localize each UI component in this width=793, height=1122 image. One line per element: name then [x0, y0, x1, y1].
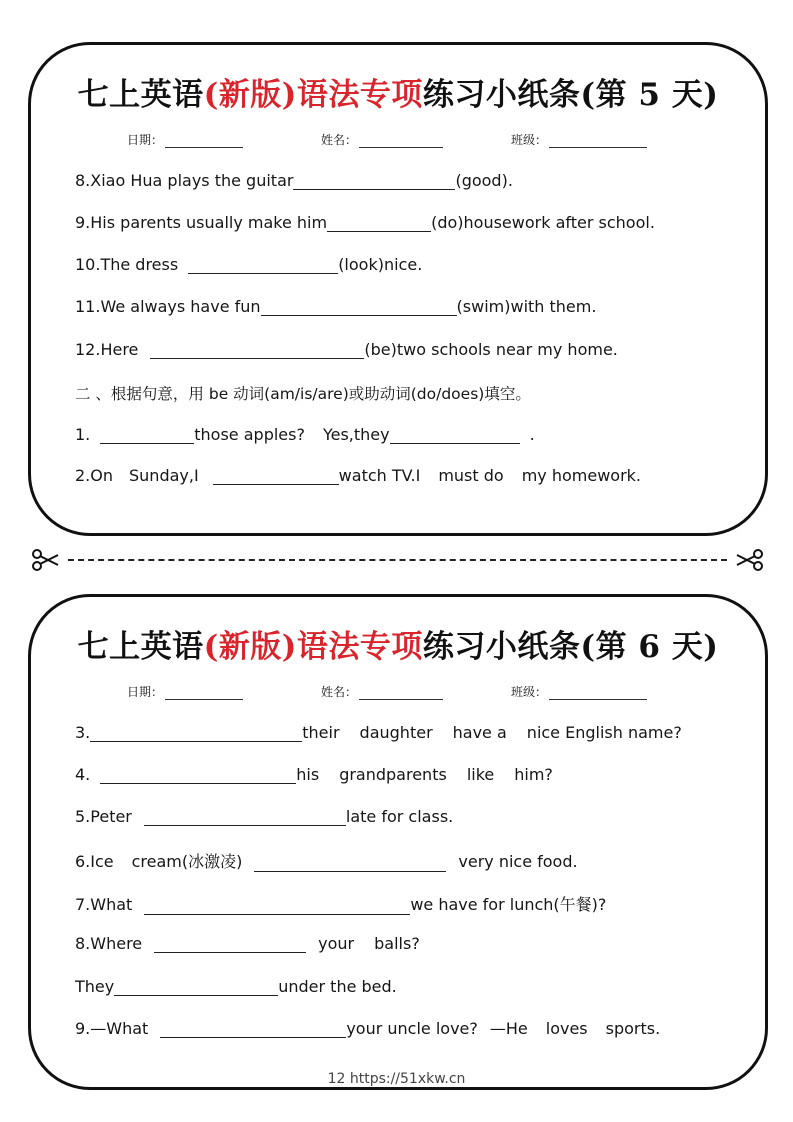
- answer-blank[interactable]: [150, 341, 364, 359]
- answer-blank[interactable]: [144, 897, 410, 915]
- date-field[interactable]: 日期：: [127, 683, 243, 700]
- title-part3: 练习小纸条(第 5 天): [422, 77, 719, 113]
- question-s1: 1. those apples? Yes,they .: [75, 425, 535, 444]
- answer-blank[interactable]: [100, 426, 194, 444]
- answer-blank[interactable]: [254, 854, 446, 872]
- title-part1: 七上英语: [77, 629, 204, 665]
- answer-blank[interactable]: [90, 724, 302, 742]
- answer-blank[interactable]: [160, 1020, 346, 1038]
- date-field[interactable]: 日期：: [127, 131, 243, 148]
- question-3: 3. their daughter have a nice English name?: [75, 723, 682, 742]
- question-10: 10.The dress (look)nice.: [75, 255, 423, 274]
- answer-blank[interactable]: [293, 172, 455, 190]
- answer-blank[interactable]: [144, 808, 346, 826]
- meta-row: [31, 683, 765, 703]
- title-part1: 七上英语: [77, 77, 204, 113]
- card-title: [31, 69, 765, 114]
- answer-blank[interactable]: [327, 214, 431, 232]
- dashed-divider: [68, 559, 727, 561]
- section-heading: 二 、根据句意，用 be 动词(am/is/are)或助动词(do/does)填空。: [75, 385, 531, 403]
- title-part2: (新版)语法专项: [203, 77, 423, 113]
- scissors-icon: [735, 548, 765, 572]
- answer-blank[interactable]: [261, 298, 457, 316]
- question-11: 11.We always have fun (swim)with them.: [75, 297, 597, 316]
- answer-blank[interactable]: [213, 467, 339, 485]
- title-part3: 练习小纸条(第 6 天): [422, 629, 719, 665]
- answer-blank[interactable]: [114, 978, 278, 996]
- question-8: 8.Xiao Hua plays the guitar (good).: [75, 171, 513, 190]
- class-field[interactable]: 班级：: [511, 131, 647, 148]
- title-part2: (新版)语法专项: [203, 629, 423, 665]
- answer-blank[interactable]: [100, 766, 296, 784]
- cut-line: [30, 548, 765, 572]
- worksheet-card-day6: [28, 594, 768, 1090]
- page-footer: 12 https://51xkw.cn: [327, 1071, 466, 1087]
- question-9: 9.His parents usually make him (do)housework after school.: [75, 213, 655, 232]
- question-12: 12.Here (be)two schools near my home.: [75, 340, 618, 359]
- name-field[interactable]: 姓名：: [321, 683, 443, 700]
- class-field[interactable]: 班级：: [511, 683, 647, 700]
- question-6: 6.Ice cream(冰激凌) very nice food.: [75, 852, 578, 871]
- card-title: [31, 621, 765, 666]
- worksheet-card-day5: [28, 42, 768, 536]
- question-4: 4. his grandparents like him?: [75, 765, 553, 784]
- question-5: 5.Peter late for class.: [75, 807, 454, 826]
- question-9: 9.—What your uncle love? —He loves sports.: [75, 1019, 661, 1038]
- answer-blank[interactable]: [154, 935, 306, 953]
- question-8: 8.Where your balls?: [75, 934, 420, 953]
- answer-blank[interactable]: [390, 426, 520, 444]
- scissors-icon: [30, 548, 60, 572]
- question-s2: 2.On Sunday,I watch TV.I must do my homework.: [75, 466, 642, 485]
- question-7: 7.What we have for lunch(午餐)?: [75, 895, 607, 914]
- meta-row: [31, 131, 765, 151]
- answer-blank[interactable]: [188, 256, 338, 274]
- name-field[interactable]: 姓名：: [321, 131, 443, 148]
- question-8-answer: They under the bed.: [75, 977, 397, 996]
